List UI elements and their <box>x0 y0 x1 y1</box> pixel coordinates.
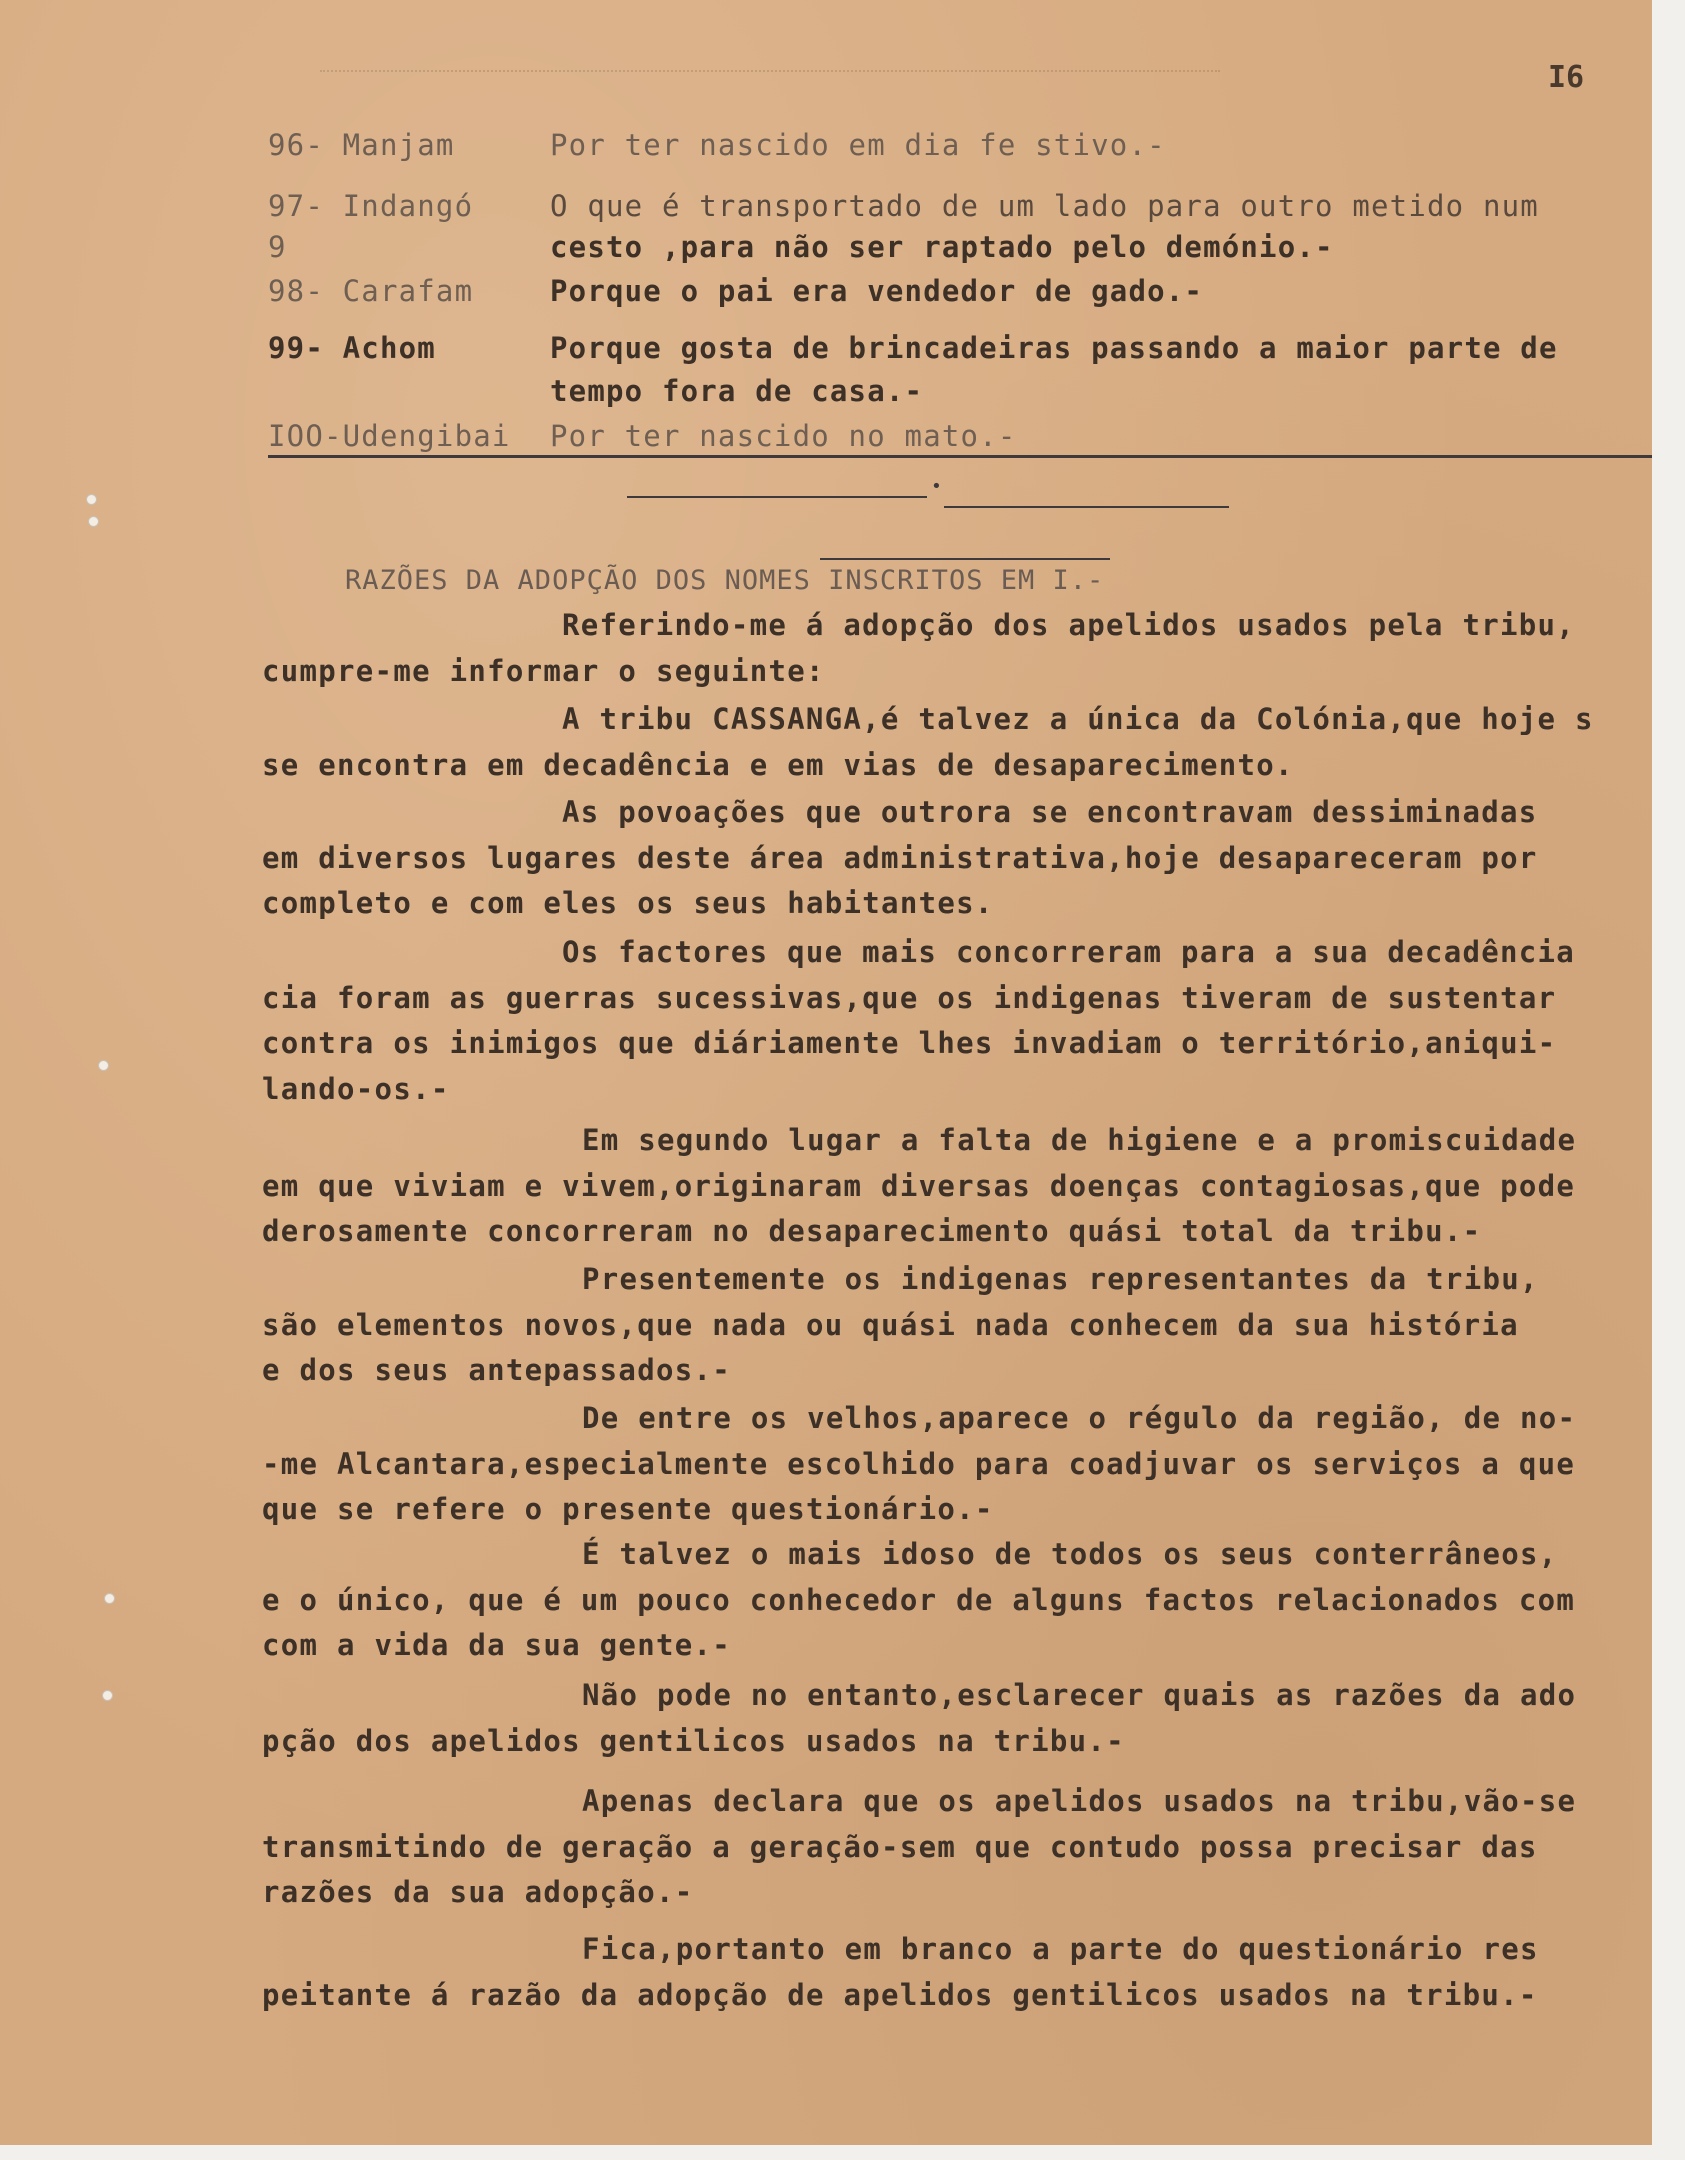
paragraph-4 <box>262 930 1652 1112</box>
separator-rule-right <box>944 506 1229 508</box>
paragraph-line: se encontra em decadência e em vias de desaparecimento. <box>262 747 1294 782</box>
separator-mark: • <box>931 476 942 497</box>
entry-number: 99- Achom <box>268 331 436 365</box>
paragraph-line: peitante á razão da adopção de apelidos gentilicos usados na tribu.- <box>262 1977 1538 2012</box>
paragraph-line: são elementos novos,que nada ou quási nada conhecem da sua história <box>262 1307 1519 1342</box>
entry-text: cesto ,para não ser raptado pelo demónio.- <box>550 230 1334 264</box>
entry-number: 98- Carafam <box>268 274 474 308</box>
paragraph-line: que se refere o presente questionário.- <box>262 1492 994 1526</box>
paragraph-6 <box>262 1257 1652 1394</box>
paragraph-line: Em segundo lugar a falta de higiene e a promiscuidade <box>582 1123 1577 1157</box>
entry-text: tempo fora de casa.- <box>550 374 924 408</box>
paragraph-line: em diversos lugares deste área administrativa,hoje desapareceram por <box>262 840 1538 875</box>
list-end-rule <box>268 455 1652 458</box>
paragraph-line: Apenas declara que os apelidos usados na tribu,vão-se <box>582 1784 1577 1818</box>
faint-header-marks <box>320 70 1220 78</box>
paragraph-1 <box>262 603 1652 694</box>
page-number: I6 <box>1548 60 1585 95</box>
separator-rule-left <box>627 496 927 498</box>
entry-text: O que é transportado de um lado para outro metido num <box>550 189 1539 223</box>
entry-number-cont: 9 <box>268 230 287 264</box>
paragraph-line: Referindo-me á adopção dos apelidos usados pela tribu, <box>562 608 1576 642</box>
paragraph-line: pção dos apelidos gentilicos usados na tribu.- <box>262 1723 1125 1758</box>
paragraph-line: transmitindo de geração a geração-sem que contudo possa precisar das <box>262 1829 1538 1864</box>
punch-hole <box>98 1060 109 1071</box>
entry-number: IOO-Udengibai <box>268 419 511 453</box>
paragraph-line: derosamente concorreram no desaparecimento quási total da tribu.- <box>262 1214 1482 1248</box>
paragraph-line: contra os inimigos que diáriamente lhes invadiam o território,aniqui- <box>262 1026 1557 1060</box>
entry-number: 96- Manjam <box>268 128 455 162</box>
section-title: RAZÕES DA ADOPÇÃO DOS NOMES INSCRITOS EM I.- <box>345 565 1105 596</box>
paragraph-7 <box>262 1396 1652 1533</box>
paragraph-line: em que viviam e vivem,originaram diversas doenças contagiosas,que pode <box>262 1168 1576 1203</box>
paragraph-line: Fica,portanto em branco a parte do questionário res <box>582 1932 1539 1966</box>
entry-text: Porque gosta de brincadeiras passando a maior parte de <box>550 331 1558 365</box>
paragraph-line: A tribu CASSANGA,é talvez a única da Colónia,que hoje s <box>562 702 1594 736</box>
paragraph-line: cia foram as guerras sucessivas,que os indigenas tiveram de sustentar <box>262 980 1557 1015</box>
paragraph-line: Não pode no entanto,esclarecer quais as razões da ado <box>582 1678 1577 1712</box>
entry-number: 97- Indangó <box>268 189 474 223</box>
paragraph-line: razões da sua adopção.- <box>262 1875 694 1909</box>
paragraph-2 <box>262 697 1652 788</box>
paragraph-10 <box>262 1779 1652 1916</box>
entry-text: Porque o pai era vendedor de gado.- <box>550 274 1204 308</box>
punch-hole <box>102 1690 113 1701</box>
paragraph-9 <box>262 1673 1652 1764</box>
paragraph-11 <box>262 1927 1652 2018</box>
paragraph-line: É talvez o mais idoso de todos os seus conterrâneos, <box>582 1537 1558 1571</box>
title-overline <box>820 558 1110 560</box>
punch-hole <box>86 494 97 505</box>
paragraph-line: De entre os velhos,aparece o régulo da região, de no- <box>582 1401 1577 1435</box>
paragraph-line: lando-os.- <box>262 1071 450 1106</box>
punch-hole <box>104 1593 115 1604</box>
paragraph-line: Os factores que mais concorreram para a sua decadência <box>562 935 1576 969</box>
paragraph-8 <box>262 1532 1652 1669</box>
entry-text: Por ter nascido no mato.- <box>550 419 1017 453</box>
paragraph-line: Presentemente os indigenas representantes da tribu, <box>582 1262 1539 1296</box>
punch-hole <box>88 516 99 527</box>
paragraph-line: cumpre-me informar o seguinte: <box>262 653 825 688</box>
paragraph-3 <box>262 790 1652 927</box>
paragraph-5 <box>262 1118 1652 1255</box>
paragraph-line: e o único, que é um pouco conhecedor de alguns factos relacionados com <box>262 1582 1576 1617</box>
entry-text: Por ter nascido em dia fe stivo.- <box>550 128 1166 162</box>
paragraph-line: As povoações que outrora se encontravam dessiminadas <box>562 795 1538 829</box>
paragraph-line: e dos seus antepassados.- <box>262 1353 731 1387</box>
paragraph-line: -me Alcantara,especialmente escolhido para coadjuvar os serviços a que <box>262 1446 1576 1481</box>
paragraph-line: completo e com eles os seus habitantes. <box>262 886 994 920</box>
paragraph-line: com a vida da sua gente.- <box>262 1628 731 1662</box>
